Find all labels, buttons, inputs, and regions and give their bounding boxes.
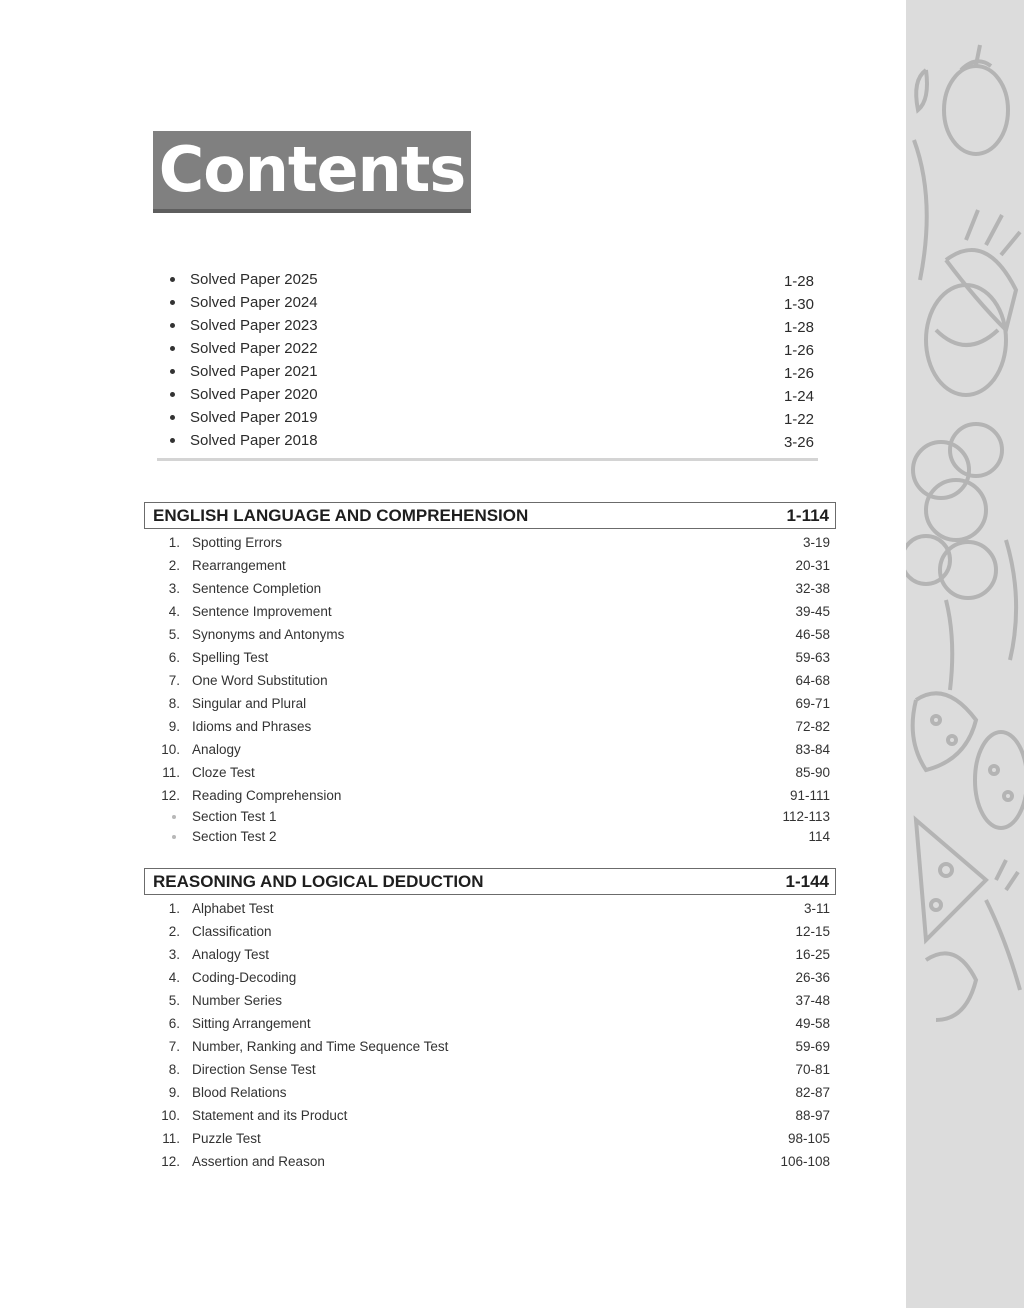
section-pages: 1-114	[786, 506, 829, 525]
chapter-row	[144, 554, 836, 577]
chapter-row	[144, 600, 836, 623]
chapter-number: 1.	[168, 535, 180, 550]
bullet-icon	[170, 392, 175, 397]
chapter-row	[144, 1104, 836, 1127]
chapter-row	[144, 966, 836, 989]
chapter-pages: 69-71	[795, 696, 830, 711]
paper-label: Solved Paper 2018	[190, 432, 318, 449]
chapter-number: 2.	[168, 558, 180, 573]
section-english	[144, 502, 836, 846]
chapter-name: Rearrangement	[192, 558, 286, 573]
chapter-name: Reading Comprehension	[192, 788, 342, 803]
test-pages: 112-113	[782, 809, 830, 824]
section-reasoning	[144, 868, 836, 1173]
chapter-list	[144, 897, 836, 1173]
list-item	[168, 268, 814, 291]
chapter-name: Analogy	[192, 742, 241, 757]
divider	[157, 458, 818, 461]
section-test-row	[144, 827, 836, 847]
section-header	[144, 868, 836, 895]
paper-pages: 1-30	[783, 296, 814, 313]
list-item	[168, 406, 814, 429]
chapter-number: 1.	[168, 901, 180, 916]
chapter-row	[144, 531, 836, 554]
chapter-row	[144, 1127, 836, 1150]
bullet-icon	[172, 835, 176, 839]
chapter-row	[144, 1081, 836, 1104]
chapter-number: 10.	[161, 742, 180, 757]
paper-label: Solved Paper 2024	[190, 294, 318, 311]
chapter-number: 4.	[168, 604, 180, 619]
chapter-number: 9.	[168, 1085, 180, 1100]
chapter-number: 2.	[168, 924, 180, 939]
chapter-number: 9.	[168, 719, 180, 734]
list-item	[168, 383, 814, 406]
section-test-row	[144, 807, 836, 827]
chapter-pages: 16-25	[795, 947, 830, 962]
chapter-row	[144, 646, 836, 669]
chapter-pages: 64-68	[795, 673, 830, 688]
page-title: Contents	[158, 133, 466, 206]
paper-label: Solved Paper 2019	[190, 409, 318, 426]
chapter-number: 8.	[168, 1062, 180, 1077]
chapter-row	[144, 897, 836, 920]
chapter-name: Sentence Completion	[192, 581, 322, 596]
list-item	[168, 360, 814, 383]
paper-label: Solved Paper 2022	[190, 340, 318, 357]
chapter-number: 3.	[168, 947, 180, 962]
chapter-row	[144, 1012, 836, 1035]
chapter-row	[144, 623, 836, 646]
chapter-pages: 20-31	[795, 558, 830, 573]
chapter-row	[144, 784, 836, 807]
chapter-pages: 59-69	[795, 1039, 830, 1054]
chapter-number: 12.	[161, 788, 180, 803]
chapter-name: Analogy Test	[192, 947, 270, 962]
chapter-number: 12.	[161, 1154, 180, 1169]
chapter-name: Synonyms and Antonyms	[192, 627, 345, 642]
chapter-row	[144, 1150, 836, 1173]
chapter-name: Cloze Test	[192, 765, 255, 780]
paper-pages: 1-24	[783, 388, 814, 405]
paper-pages: 1-26	[783, 365, 814, 382]
bullet-icon	[170, 346, 175, 351]
chapter-row	[144, 989, 836, 1012]
bullet-icon	[172, 815, 176, 819]
section-title: ENGLISH LANGUAGE AND COMPREHENSION	[153, 506, 529, 525]
paper-label: Solved Paper 2023	[190, 317, 318, 334]
list-item	[168, 314, 814, 337]
chapter-name: Number, Ranking and Time Sequence Test	[192, 1039, 449, 1054]
chapter-row	[144, 920, 836, 943]
chapter-name: Spelling Test	[192, 650, 269, 665]
chapter-name: Classification	[192, 924, 272, 939]
chapter-pages: 83-84	[795, 742, 830, 757]
chapter-number: 5.	[168, 627, 180, 642]
chapter-number: 6.	[168, 650, 180, 665]
test-name: Section Test 1	[192, 809, 277, 824]
chapter-name: Assertion and Reason	[192, 1154, 325, 1169]
chapter-name: Puzzle Test	[192, 1131, 261, 1146]
chapter-pages: 88-97	[795, 1108, 830, 1123]
chapter-pages: 32-38	[795, 581, 830, 596]
paper-label: Solved Paper 2020	[190, 386, 318, 403]
chapter-pages: 49-58	[795, 1016, 830, 1031]
chapter-pages: 70-81	[795, 1062, 830, 1077]
chapter-pages: 37-48	[795, 993, 830, 1008]
chapter-row	[144, 692, 836, 715]
chapter-row	[144, 1058, 836, 1081]
chapter-name: Idioms and Phrases	[192, 719, 312, 734]
chapter-name: Sentence Improvement	[192, 604, 332, 619]
paper-pages: 1-22	[783, 411, 814, 428]
chapter-name: Statement and its Product	[192, 1108, 348, 1123]
bullet-icon	[170, 415, 175, 420]
chapter-name: Blood Relations	[192, 1085, 287, 1100]
chapter-number: 11.	[162, 765, 180, 780]
test-name: Section Test 2	[192, 828, 277, 844]
chapter-number: 5.	[168, 993, 180, 1008]
bullet-icon	[170, 300, 175, 305]
paper-pages: 3-26	[783, 434, 814, 451]
chapter-name: Number Series	[192, 993, 283, 1008]
chapter-number: 8.	[168, 696, 180, 711]
section-header	[144, 502, 836, 529]
chapter-number: 4.	[168, 970, 180, 985]
chapter-pages: 59-63	[795, 650, 830, 665]
chapter-pages: 72-82	[795, 719, 830, 734]
paper-pages: 1-28	[783, 273, 814, 290]
chapter-number: 11.	[162, 1131, 180, 1146]
chapter-pages: 106-108	[780, 1154, 830, 1169]
chapter-name: One Word Substitution	[192, 673, 328, 688]
chapter-name: Sitting Arrangement	[192, 1016, 311, 1031]
chapter-name: Alphabet Test	[192, 901, 274, 916]
chapter-pages: 82-87	[795, 1085, 830, 1100]
list-item	[168, 291, 814, 314]
list-item	[168, 429, 814, 452]
chapter-number: 3.	[168, 581, 180, 596]
chapter-number: 7.	[168, 673, 180, 688]
decorative-side-panel	[906, 0, 1024, 1308]
chapter-row	[144, 1035, 836, 1058]
chapter-pages: 91-111	[789, 788, 830, 803]
chapter-name: Coding-Decoding	[192, 970, 297, 985]
chapter-row	[144, 669, 836, 692]
bullet-icon	[170, 369, 175, 374]
test-pages: 114	[808, 828, 830, 844]
bullet-icon	[170, 277, 175, 282]
paper-label: Solved Paper 2025	[190, 271, 318, 288]
chapter-row	[144, 761, 836, 784]
paper-label: Solved Paper 2021	[190, 363, 318, 380]
chapter-number: 6.	[168, 1016, 180, 1031]
vegetable-illustration-icon	[906, 0, 1024, 1308]
paper-pages: 1-28	[783, 319, 814, 336]
solved-papers-list	[168, 268, 814, 452]
chapter-pages: 3-19	[802, 535, 830, 550]
chapter-row	[144, 943, 836, 966]
bullet-icon	[170, 438, 175, 443]
chapter-pages: 3-11	[803, 901, 830, 916]
chapter-pages: 46-58	[795, 627, 830, 642]
chapter-number: 7.	[168, 1039, 180, 1054]
chapter-pages: 12-15	[795, 924, 830, 939]
paper-pages: 1-26	[783, 342, 814, 359]
chapter-pages: 98-105	[787, 1131, 830, 1146]
chapter-name: Spotting Errors	[192, 535, 283, 550]
list-item	[168, 337, 814, 360]
chapter-name: Singular and Plural	[192, 696, 307, 711]
bullet-icon	[170, 323, 175, 328]
chapter-number: 10.	[161, 1108, 180, 1123]
chapter-pages: 85-90	[795, 765, 830, 780]
chapter-pages: 39-45	[795, 604, 830, 619]
section-title: REASONING AND LOGICAL DEDUCTION	[153, 872, 484, 891]
chapter-list	[144, 531, 836, 846]
chapter-row	[144, 577, 836, 600]
chapter-name: Direction Sense Test	[192, 1062, 316, 1077]
chapter-pages: 26-36	[795, 970, 830, 985]
chapter-row	[144, 738, 836, 761]
contents-title-banner	[153, 131, 471, 213]
section-pages: 1-144	[785, 872, 829, 891]
chapter-row	[144, 715, 836, 738]
